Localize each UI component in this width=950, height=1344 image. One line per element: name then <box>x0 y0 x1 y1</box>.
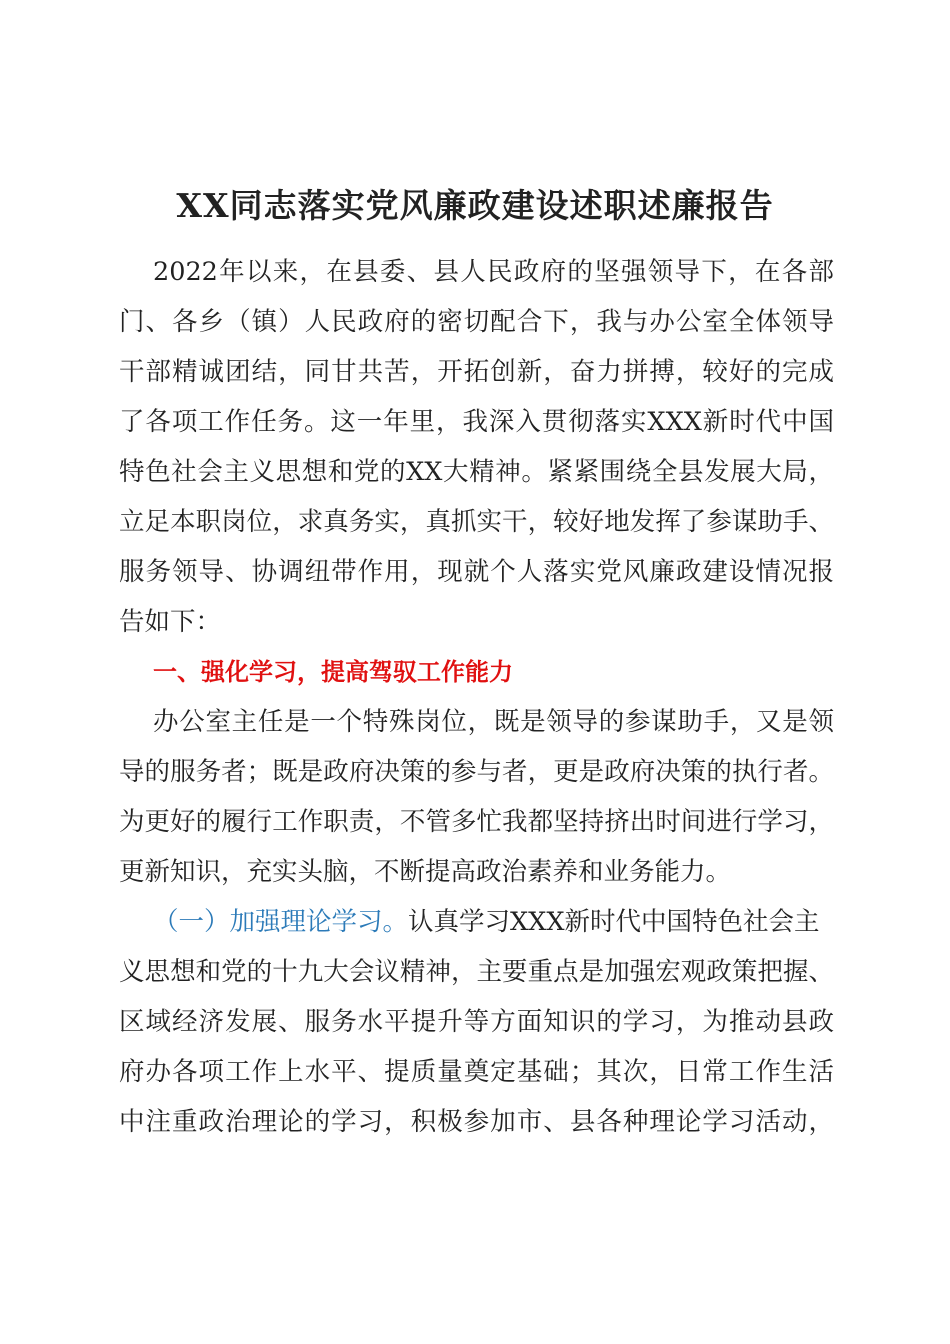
section-heading: 一、强化学习，提高驾驭工作能力 <box>153 658 513 686</box>
paragraph-line: 更新知识，充实头脑，不断提高政治素养和业务能力。 <box>119 857 732 887</box>
paragraph-line: 府办各项工作上水平、提质量奠定基础；其次，日常工作生活 <box>119 1057 834 1087</box>
paragraph-line: 立足本职岗位，求真务实，真抓实干，较好地发挥了参谋助手、 <box>119 507 834 537</box>
paragraph-line: 特色社会主义思想和党的XX大精神。紧紧围绕全县发展大局， <box>119 457 834 487</box>
paragraph-line <box>119 897 834 947</box>
paragraph-line: 服务领导、协调纽带作用，现就个人落实党风廉政建设情况报 <box>119 557 834 587</box>
paragraph-line: 告如下： <box>119 607 222 637</box>
paragraph-line: 办公室主任是一个特殊岗位，既是领导的参谋助手，又是领 <box>153 707 834 737</box>
paragraph-line: 门、各乡（镇）人民政府的密切配合下，我与办公室全体领导 <box>119 307 834 337</box>
paragraph-line: 为更好的履行工作职责，不管多忙我都坚持挤出时间进行学习， <box>119 807 834 837</box>
paragraph-line: 中注重政治理论的学习，积极参加市、县各种理论学习活动， <box>119 1107 834 1137</box>
paragraph-line: 导的服务者；既是政府决策的参与者，更是政府决策的执行者。 <box>119 757 834 787</box>
paragraph-line: 干部精诚团结，同甘共苦，开拓创新，奋力拼搏，较好的完成 <box>119 357 834 387</box>
document-title: XX同志落实党风廉政建设述职述廉报告 <box>176 186 774 225</box>
paragraph-line: 2022年以来，在县委、县人民政府的坚强领导下，在各部 <box>153 257 834 287</box>
subsection-heading: （一）加强理论学习。 <box>153 907 409 937</box>
paragraph-line: 义思想和党的十九大会议精神，主要重点是加强宏观政策把握、 <box>119 957 834 987</box>
paragraph-line: 了各项工作任务。这一年里，我深入贯彻落实XXX新时代中国 <box>119 407 834 437</box>
document-body <box>119 247 834 1147</box>
paragraph-text: 认真学习XXX新时代中国特色社会主 <box>408 907 820 937</box>
paragraph-line: 区域经济发展、服务水平提升等方面知识的学习，为推动县政 <box>119 1007 834 1037</box>
